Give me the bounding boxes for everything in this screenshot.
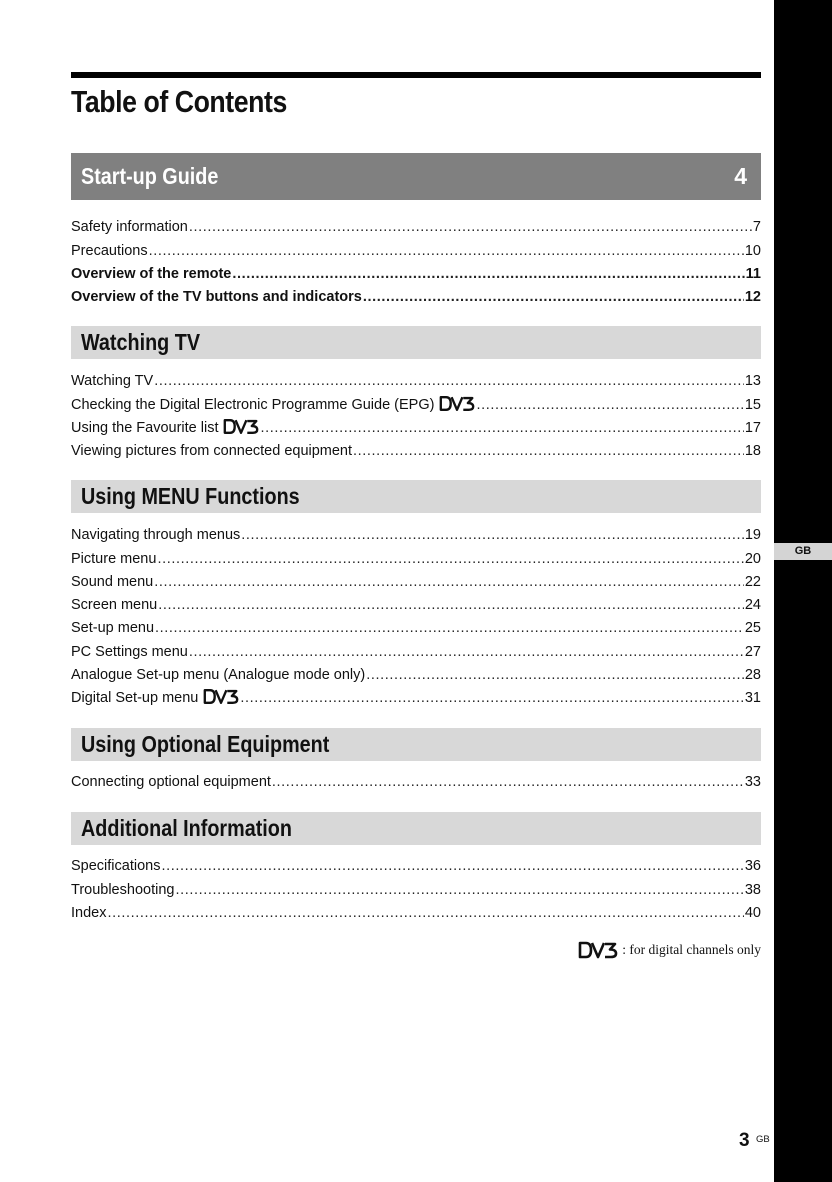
toc-leader-dots [157, 550, 743, 568]
toc-list-using-menu-functions [71, 521, 761, 707]
toc-list-using-optional-equipment [71, 768, 761, 791]
dvb-legend [563, 941, 761, 959]
page-title: Table of Contents [71, 84, 287, 119]
toc-list-watching-tv [71, 367, 761, 460]
toc-leader-dots [154, 573, 744, 591]
toc-entry-checking-the-digital-electronic-programme-guide-epg[interactable] [71, 390, 761, 413]
toc-entry-sound-menu[interactable] [71, 568, 761, 591]
toc-entry-label: Screen menu [71, 597, 158, 614]
toc-entry-label: Picture menu [71, 550, 157, 567]
toc-leader-dots [189, 218, 752, 236]
toc-entry-page-number: 22 [744, 573, 761, 590]
toc-entry-page-number: 13 [744, 373, 761, 390]
toc-entry-page-number: 15 [744, 396, 761, 413]
toc-entry-page-number: 36 [744, 858, 761, 875]
toc-entry-label: Overview of the remote [71, 265, 232, 282]
toc-entry-overview-of-the-tv-buttons-and-indicators[interactable] [71, 283, 761, 306]
toc-entry-label: Digital Set-up menu [71, 690, 199, 707]
top-rule [71, 72, 761, 78]
toc-entry-page-number: 25 [744, 620, 761, 637]
toc-entry-pc-settings-menu[interactable] [71, 637, 761, 660]
section-header-start-up-guide [71, 153, 761, 200]
toc-entry-label: Index [71, 904, 107, 921]
side-tab [774, 0, 832, 1182]
toc-entry-connecting-optional-equipment[interactable] [71, 768, 761, 791]
toc-entry-label: Watching TV [71, 373, 154, 390]
dvb-legend-text: : for digital channels only [622, 942, 761, 957]
toc-entry-page-number: 20 [744, 550, 761, 567]
toc-list-start-up-guide [71, 213, 761, 306]
section-title: Watching TV [81, 329, 201, 355]
section-page-number: 4 [734, 163, 747, 189]
language-tab-label: GB [774, 543, 832, 560]
toc-entry-page-number: 17 [744, 419, 761, 436]
toc-leader-dots [107, 904, 743, 922]
toc-entry-page-number: 40 [744, 904, 761, 921]
toc-leader-dots [241, 526, 744, 544]
toc-entry-precautions[interactable] [71, 236, 761, 259]
toc-entry-label: Using the Favourite list [71, 419, 219, 436]
toc-leader-dots [240, 689, 744, 707]
section-title: Using Optional Equipment [81, 731, 330, 757]
toc-entry-page-number: 12 [744, 289, 761, 306]
toc-entry-digital-set-up-menu[interactable] [71, 684, 761, 707]
dvb-logo-icon [578, 941, 618, 959]
toc-entry-page-number: 19 [744, 527, 761, 544]
toc-entry-page-number: 24 [744, 597, 761, 614]
toc-leader-dots [232, 265, 744, 283]
toc-entry-overview-of-the-remote[interactable] [71, 260, 761, 283]
toc-leader-dots [260, 419, 743, 437]
toc-leader-dots [175, 881, 743, 899]
toc-entry-page-number: 10 [744, 242, 761, 259]
toc-leader-dots [154, 372, 744, 390]
toc-entry-label: Sound menu [71, 573, 154, 590]
toc-entry-navigating-through-menus[interactable] [71, 521, 761, 544]
toc-leader-dots [155, 619, 744, 637]
dvb-logo-icon [439, 395, 475, 412]
section-header-using-menu-functions [71, 480, 761, 513]
toc-leader-dots [476, 396, 743, 414]
section-header-using-optional-equipment [71, 728, 761, 761]
toc-entry-label: Analogue Set-up menu (Analogue mode only) [71, 667, 366, 684]
toc-entry-label: Navigating through menus [71, 527, 241, 544]
toc-entry-screen-menu[interactable] [71, 591, 761, 614]
toc-leader-dots [161, 857, 743, 875]
toc-entry-page-number: 18 [744, 443, 761, 460]
toc-entry-page-number: 33 [744, 774, 761, 791]
toc-entry-label: Troubleshooting [71, 881, 175, 898]
section-title: Start-up Guide [81, 163, 219, 189]
toc-entry-safety-information[interactable] [71, 213, 761, 236]
toc-entry-label: Safety information [71, 219, 188, 236]
toc-entry-analogue-set-up-menu-analogue-mode-only[interactable] [71, 661, 761, 684]
toc-leader-dots [353, 442, 744, 460]
toc-list-additional-information [71, 852, 761, 922]
toc-leader-dots [363, 288, 744, 306]
toc-leader-dots [272, 773, 744, 791]
toc-entry-set-up-menu[interactable] [71, 614, 761, 637]
toc-entry-troubleshooting[interactable] [71, 875, 761, 898]
page-number-suffix: GB [756, 1134, 770, 1145]
toc-entry-label: Set-up menu [71, 620, 155, 637]
page-number: 3 [739, 1130, 750, 1151]
dvb-logo-icon [223, 418, 259, 435]
section-header-additional-information [71, 812, 761, 845]
toc-entry-page-number: 7 [752, 219, 761, 236]
toc-entry-label: Precautions [71, 242, 148, 259]
toc-leader-dots [189, 643, 744, 661]
toc-entry-label: Specifications [71, 858, 161, 875]
toc-entry-viewing-pictures-from-connected-equipment[interactable] [71, 437, 761, 460]
section-title: Additional Information [81, 815, 292, 841]
toc-entry-picture-menu[interactable] [71, 544, 761, 567]
toc-entry-page-number: 27 [744, 643, 761, 660]
section-header-watching-tv [71, 326, 761, 359]
toc-entry-index[interactable] [71, 899, 761, 922]
toc-leader-dots [158, 596, 744, 614]
toc-entry-specifications[interactable] [71, 852, 761, 875]
dvb-logo-icon [203, 688, 239, 705]
toc-leader-dots [149, 242, 744, 260]
toc-entry-using-the-favourite-list[interactable] [71, 414, 761, 437]
toc-entry-label: PC Settings menu [71, 643, 188, 660]
toc-leader-dots [366, 666, 744, 684]
toc-entry-page-number: 11 [745, 265, 761, 282]
toc-entry-page-number: 28 [744, 667, 761, 684]
section-title: Using MENU Functions [81, 483, 300, 509]
toc-entry-label: Overview of the TV buttons and indicators [71, 289, 362, 306]
toc-entry-label: Connecting optional equipment [71, 774, 271, 791]
toc-entry-label: Checking the Digital Electronic Programme Guide (EPG) [71, 396, 435, 413]
toc-entry-page-number: 38 [744, 881, 761, 898]
toc-entry-watching-tv[interactable] [71, 367, 761, 390]
toc-entry-label: Viewing pictures from connected equipment [71, 443, 353, 460]
toc-entry-page-number: 31 [744, 690, 761, 707]
